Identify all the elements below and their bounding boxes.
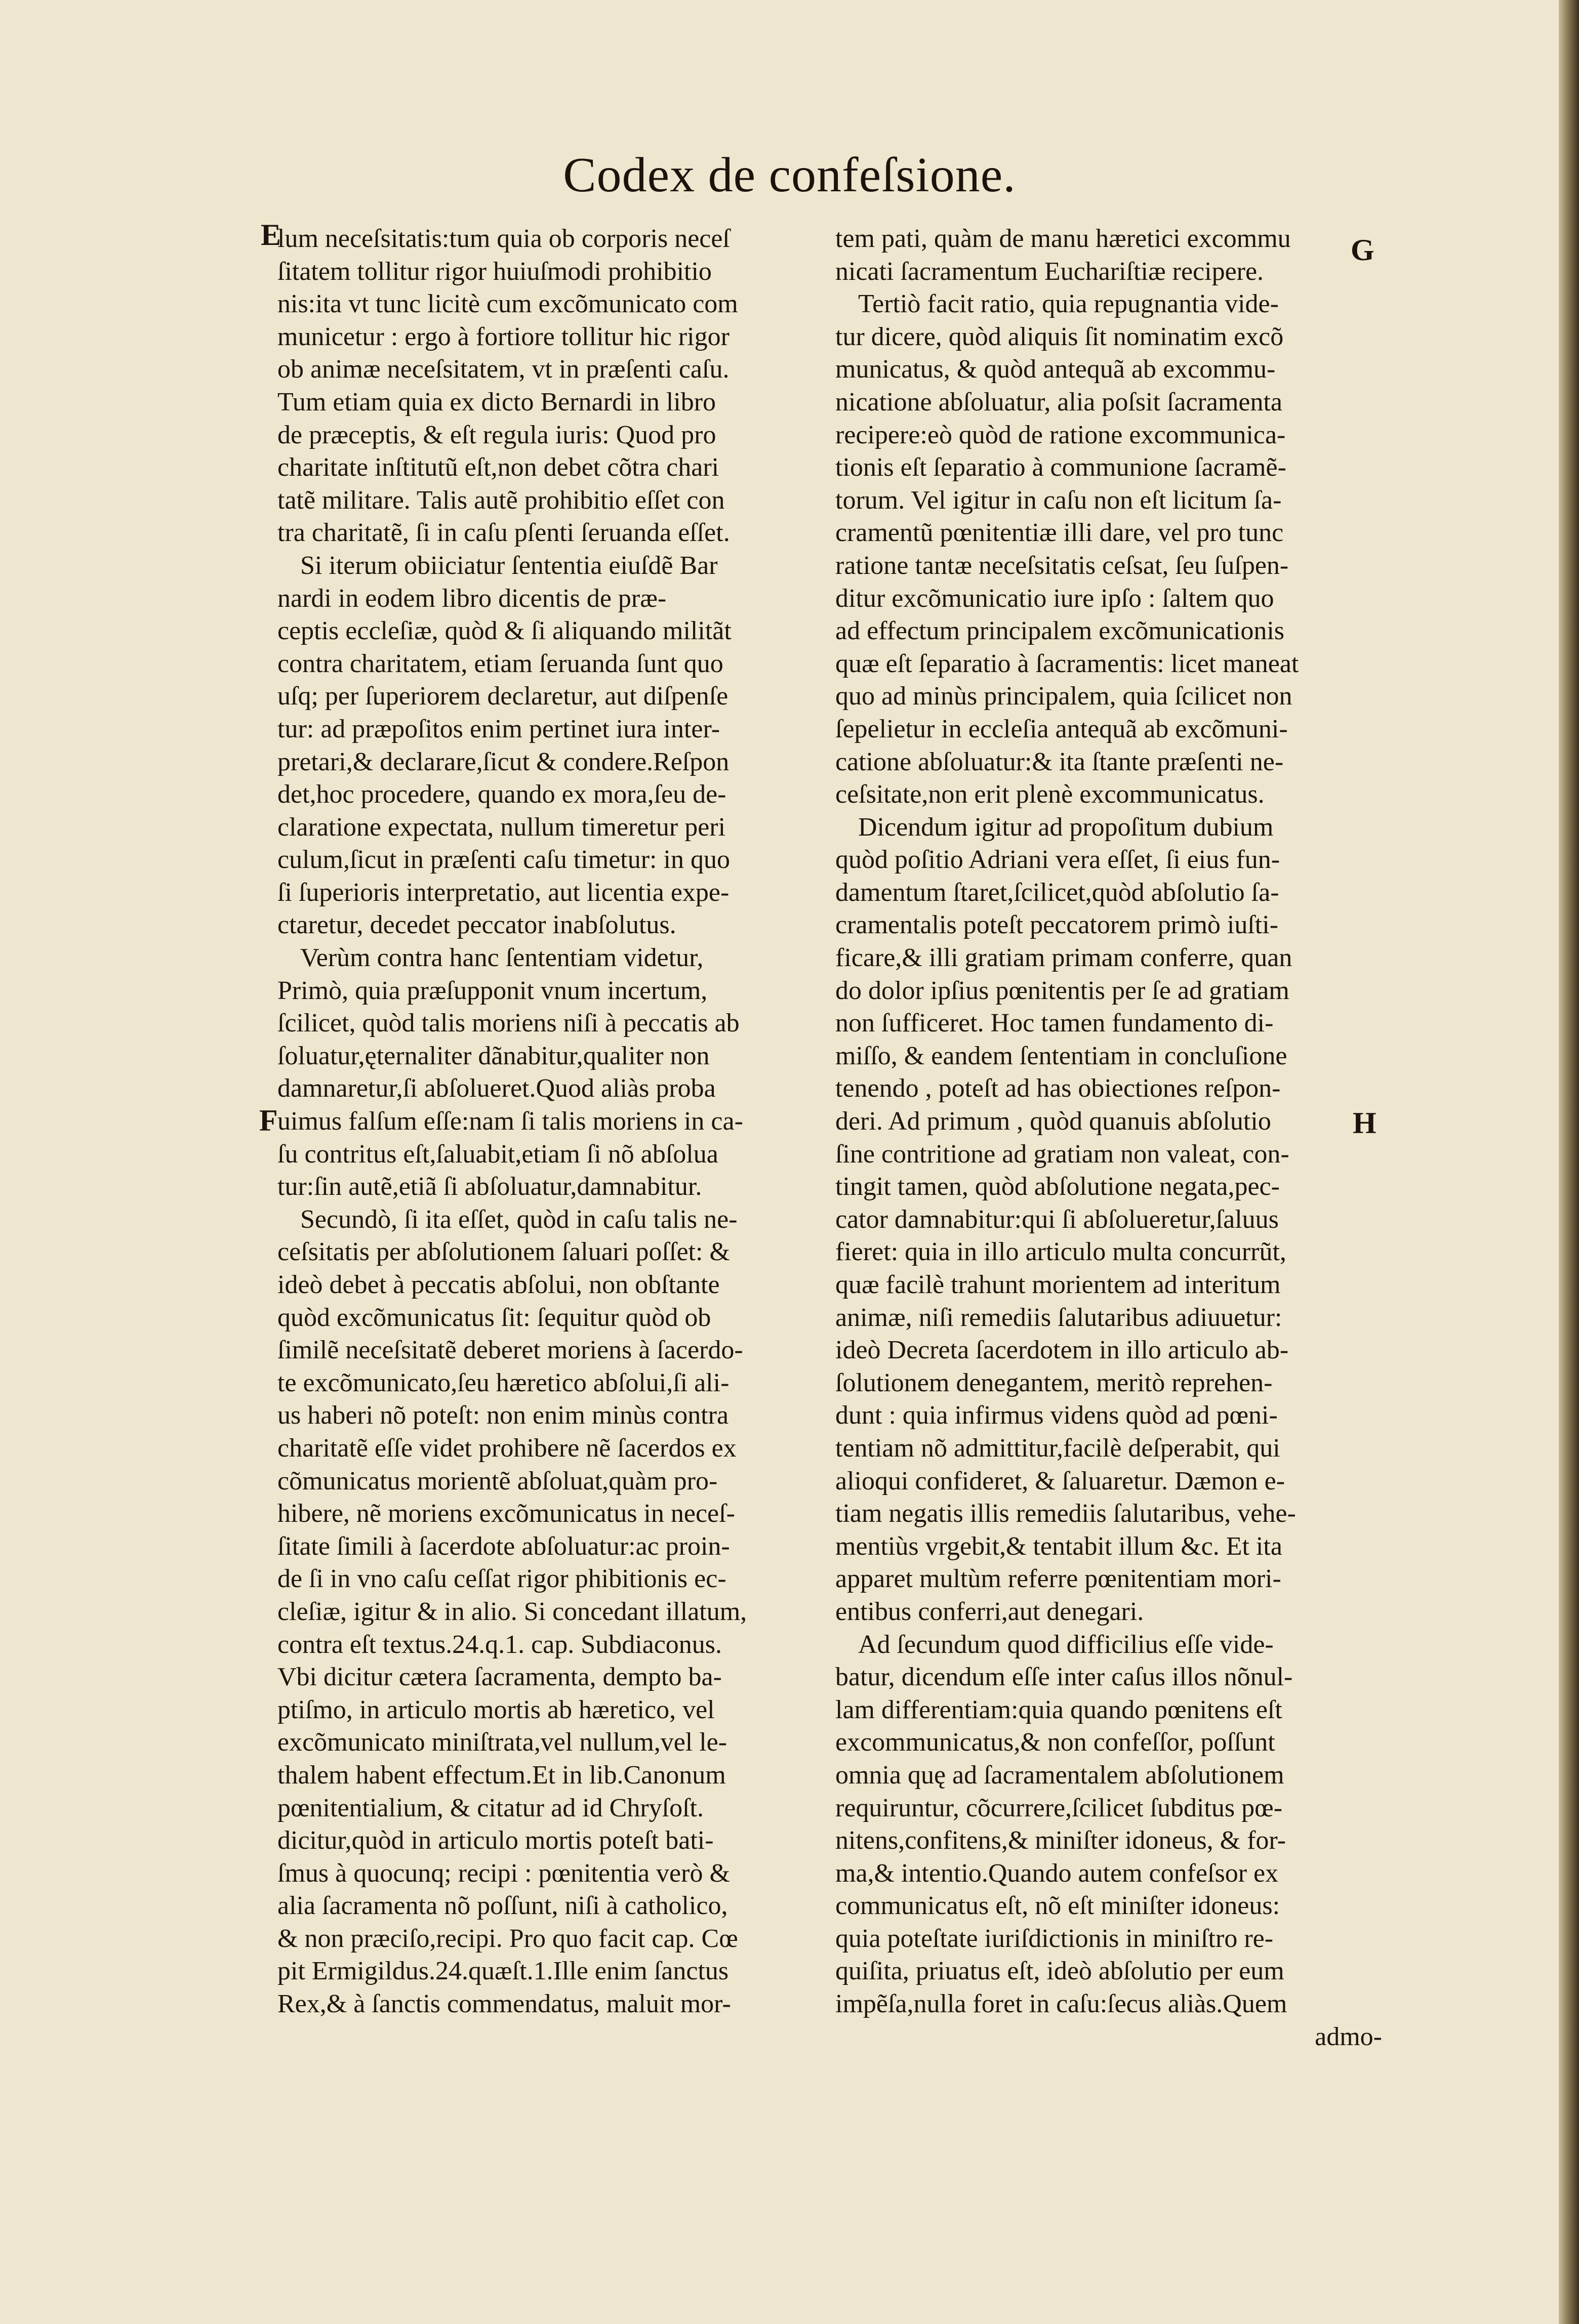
text-line: ſi ſuperioris interpretatio, aut licentia expe- xyxy=(277,878,730,907)
text-line: Primò, quia præſupponit vnum incertum, xyxy=(277,976,708,1005)
text-line: Rex,& à ſanctis commendatus, maluit mor- xyxy=(277,1989,731,2019)
text-line: ob animæ neceſsitatem, vt in præſenti caſu. xyxy=(277,355,730,384)
text-line: ideò Decreta ſacerdotem in illo articulo ab- xyxy=(835,1336,1289,1365)
text-line: ditur excõmunicatio iure ipſo : ſaltem quo xyxy=(835,584,1274,613)
text-line: nis:ita vt tunc licitè cum excõmunicato com xyxy=(277,289,738,319)
text-line: tenendo , poteſt ad has obiectiones reſpon- xyxy=(835,1074,1281,1103)
text-line: tem pati, quàm de manu hæretici excommu xyxy=(835,224,1291,253)
text-line: ſu contritus eſt,ſaluabit,etiam ſi nõ abſolua xyxy=(277,1139,718,1169)
text-line: uſq; per ſuperiorem declaretur, aut diſpenſe xyxy=(277,682,728,711)
running-header: Codex de confeſsione. xyxy=(563,148,1016,202)
text-line: tentiam nõ admittitur,facilè deſperabit, qui xyxy=(835,1433,1280,1463)
text-line: charitatẽ eſſe videt prohibere nẽ ſacerdos ex xyxy=(277,1433,737,1463)
text-line: miſſo, & eandem ſententiam in concluſione xyxy=(835,1041,1287,1070)
text-line: lum neceſsitatis:tum quia ob corporis neceſ xyxy=(277,224,730,253)
text-line: deri. Ad primum , quòd quanuis abſolutio xyxy=(835,1107,1271,1136)
text-line: ceſsitatis per abſolutionem ſaluari poſſet: & xyxy=(277,1237,730,1267)
text-line: ſoluatur,ęternaliter dãnabitur,qualiter non xyxy=(277,1041,710,1070)
text-line: Tertiò facit ratio, quia repugnantia vide- xyxy=(858,289,1279,319)
left-text-column xyxy=(277,223,809,2021)
text-line: pretari,& declarare,ſicut & condere.Reſpon xyxy=(277,747,730,776)
text-line: catione abſoluatur:& ita ſtante præſenti ne- xyxy=(835,747,1284,776)
text-line: nitens,confitens,& miniſter idoneus, & for- xyxy=(835,1826,1286,1855)
text-line: entibus conferri,aut denegari. xyxy=(835,1597,1144,1626)
text-line: apparet multùm referre pœnitentiam mori- xyxy=(835,1564,1281,1594)
text-line: ideò debet à peccatis abſolui, non obſtante xyxy=(277,1270,720,1299)
text-line: quo ad minùs principalem, quia ſcilicet non xyxy=(835,682,1292,711)
text-line: tatẽ militare. Talis autẽ prohibitio eſſet con xyxy=(277,485,725,515)
text-line: ma,& intentio.Quando autem confeſsor ex xyxy=(835,1858,1279,1888)
margin-letter-e: E xyxy=(261,218,281,252)
text-line: tionis eſt ſeparatio à communione ſacramẽ- xyxy=(835,453,1286,482)
right-text-column xyxy=(835,223,1382,2053)
text-line: ad effectum principalem excõmunicationis xyxy=(835,616,1285,646)
text-line: ſolutionem denegantem, meritò reprehen- xyxy=(835,1368,1273,1397)
text-line: ſepelietur in eccleſia antequã ab excõmuni- xyxy=(835,714,1288,743)
text-line: dunt : quia infirmus videns quòd ad pœni- xyxy=(835,1401,1278,1430)
text-line: do dolor ipſius pœnitentis per ſe ad gratiam xyxy=(835,976,1289,1005)
text-line: ſine contritione ad gratiam non valeat, con- xyxy=(835,1139,1289,1169)
text-line: nardi in eodem libro dicentis de præ- xyxy=(277,584,667,613)
text-line: quæ eſt ſeparatio à ſacramentis: licet maneat xyxy=(835,649,1299,678)
text-line: Si iterum obiiciatur ſententia eiuſdẽ Bar xyxy=(300,551,718,580)
text-line: quòd excõmunicatus ſit: ſequitur quòd ob xyxy=(277,1303,711,1332)
text-line: lam differentiam:quia quando pœnitens eſt xyxy=(835,1695,1282,1724)
text-line: Secundò, ſi ita eſſet, quòd in caſu talis ne- xyxy=(300,1205,738,1234)
text-line: cõmunicatus morientẽ abſoluat,quàm pro- xyxy=(277,1466,718,1496)
text-line: cramentalis poteſt peccatorem primò iuſti- xyxy=(835,910,1279,940)
text-line: omnia quę ad ſacramentalem abſolutionem xyxy=(835,1760,1284,1790)
text-line: nicatione abſoluatur, alia poſsit ſacramenta xyxy=(835,387,1283,417)
text-line: admo- xyxy=(1315,2022,1382,2051)
margin-letter-f: F xyxy=(259,1104,278,1137)
text-line: nicati ſacramentum Euchariſtiæ recipere. xyxy=(835,257,1264,286)
text-line: excommunicatus,& non confeſſor, poſſunt xyxy=(835,1728,1275,1757)
text-line: contra eſt textus.24.q.1. cap. Subdiaconus. xyxy=(277,1630,722,1659)
text-line: claratione expectata, nullum timeretur peri xyxy=(277,812,726,842)
text-line: tiam negatis illis remediis ſalutaribus, vehe- xyxy=(835,1499,1296,1528)
text-line: contra charitatem, etiam ſeruanda ſunt quo xyxy=(277,649,723,678)
text-line: ſimilẽ neceſsitatẽ deberet moriens à ſacerdo- xyxy=(277,1336,743,1365)
text-line: dicitur,quòd in articulo mortis poteſt bati- xyxy=(277,1826,714,1855)
text-line: det,hoc procedere, quando ex mora,ſeu de- xyxy=(277,780,726,809)
text-line: tur dicere, quòd aliquis ſit nominatim excõ xyxy=(835,322,1284,351)
text-line: & non præciſo,recipi. Pro quo facit cap. Cœ xyxy=(277,1924,738,1953)
text-line: pœnitentialium, & citatur ad id Chryſoſt. xyxy=(277,1793,704,1822)
text-line: ratione tantæ neceſsitatis ceſsat, ſeu ſuſpen- xyxy=(835,551,1289,580)
text-line: ſcilicet, quòd talis moriens niſi à peccatis ab xyxy=(277,1009,740,1038)
text-line: quòd poſitio Adriani vera eſſet, ſi eius fun- xyxy=(835,845,1280,875)
text-line: municetur : ergo à fortiore tollitur hic rigor xyxy=(277,322,730,351)
text-line: tur: ad præpoſitos enim pertinet iura inter- xyxy=(277,714,720,743)
page-edge-shadow xyxy=(1559,0,1579,2324)
text-line: hibere, nẽ moriens excõmunicatus in neceſ- xyxy=(277,1499,735,1528)
text-line: requiruntur, cõcurrere,ſcilicet ſubditus pœ- xyxy=(835,1793,1283,1822)
text-line: ficare,& illi gratiam primam conferre, quan xyxy=(835,943,1292,973)
text-line: Verùm contra hanc ſententiam videtur, xyxy=(300,943,704,973)
text-line: de præceptis, & eſt regula iuris: Quod pro xyxy=(277,420,716,449)
text-line: cleſiæ, igitur & in alio. Si concedant illatum, xyxy=(277,1597,747,1626)
text-line: recipere:eò quòd de ratione excommunica- xyxy=(835,420,1286,449)
text-line: tingit tamen, quòd abſolutione negata,pec- xyxy=(835,1172,1280,1201)
text-line: fieret: quia in illo articulo multa concurrũt, xyxy=(835,1237,1286,1267)
text-line: ſmus à quocunq; recipi : pœnitentia verò & xyxy=(277,1858,730,1888)
text-line: Vbi dicitur cætera ſacramenta, dempto ba- xyxy=(277,1663,722,1692)
text-line: alioqui confideret, & ſaluaretur. Dæmon e- xyxy=(835,1466,1285,1496)
text-line: municatus, & quòd antequã ab excommu- xyxy=(835,355,1276,384)
text-line: Ad ſecundum quod difficilius eſſe vide- xyxy=(858,1630,1274,1659)
text-line: quiſita, priuatus eſt, ideò abſolutio per eum xyxy=(835,1957,1284,1986)
text-line: us haberi nõ poteſt: non enim minùs contra xyxy=(277,1401,729,1430)
text-line: ceſsitate,non erit plenè excommunicatus. xyxy=(835,780,1265,809)
text-line: damentum ſtaret,ſcilicet,quòd abſolutio ſa- xyxy=(835,878,1279,907)
text-line: excõmunicato miniſtrata,vel nullum,vel le- xyxy=(277,1728,727,1757)
text-line: animæ, niſi remediis ſalutaribus adiuuetur: xyxy=(835,1303,1282,1332)
text-line: ptiſmo, in articulo mortis ab hæretico, vel xyxy=(277,1695,715,1724)
text-line: uimus falſum eſſe:nam ſi talis moriens in ca- xyxy=(277,1107,743,1136)
margin-letter-g: G xyxy=(1351,233,1374,267)
text-line: ctaretur, decedet peccator inabſolutus. xyxy=(277,910,676,940)
text-line: te excõmunicato,ſeu hæretico abſolui,ſi ali- xyxy=(277,1368,730,1397)
text-line: cator damnabitur:qui ſi abſolueretur,ſaluus xyxy=(835,1205,1279,1234)
text-line: Dicendum igitur ad propoſitum dubium xyxy=(858,812,1274,842)
text-line: culum,ſicut in præſenti caſu timetur: in quo xyxy=(277,845,730,875)
text-line: damnaretur,ſi abſolueret.Quod aliàs proba xyxy=(277,1074,716,1103)
text-line: ceptis eccleſiæ, quòd & ſi aliquando militãt xyxy=(277,616,732,646)
text-line: pit Ermigildus.24.quæſt.1.Ille enim ſanctus xyxy=(277,1957,729,1986)
text-line: ſitate ſimili à ſacerdote abſoluatur:ac proin- xyxy=(277,1531,730,1561)
text-line: tra charitatẽ, ſi in caſu pſenti ſeruanda eſſet. xyxy=(277,518,730,548)
text-line: impẽſa,nulla foret in caſu:ſecus aliàs.Quem xyxy=(835,1989,1287,2019)
text-line: torum. Vel igitur in caſu non eſt licitum ſa- xyxy=(835,485,1282,515)
margin-letter-h: H xyxy=(1353,1106,1376,1140)
text-line: charitate inſtitutũ eſt,non debet cõtra chari xyxy=(277,453,719,482)
text-line: de ſi in vno caſu ceſſat rigor phibitionis ec- xyxy=(277,1564,726,1594)
text-line: thalem habent effectum.Et in lib.Canonum xyxy=(277,1760,726,1790)
text-line: non ſufficeret. Hoc tamen fundamento di- xyxy=(835,1009,1274,1038)
text-line: communicatus eſt, nõ eſt miniſter idoneus: xyxy=(835,1891,1280,1921)
text-line: quæ facilè trahunt morientem ad interitum xyxy=(835,1270,1281,1299)
text-line: ſitatem tollitur rigor huiuſmodi prohibitio xyxy=(277,257,712,286)
text-line: cramentũ pœnitentiæ illi dare, vel pro tunc xyxy=(835,518,1284,548)
text-line: mentiùs vrgebit,& tentabit illum &c. Et ita xyxy=(835,1531,1282,1561)
text-line: batur, dicendum eſſe inter caſus illos nõnul- xyxy=(835,1663,1293,1692)
text-line: tur:ſin autẽ,etiã ſi abſoluatur,damnabitur. xyxy=(277,1172,702,1201)
text-line: alia ſacramenta nõ poſſunt, niſi à catholico, xyxy=(277,1891,728,1921)
text-line: Tum etiam quia ex dicto Bernardi in libro xyxy=(277,387,716,417)
text-line: quia poteſtate iuriſdictionis in miniſtro re- xyxy=(835,1924,1274,1953)
